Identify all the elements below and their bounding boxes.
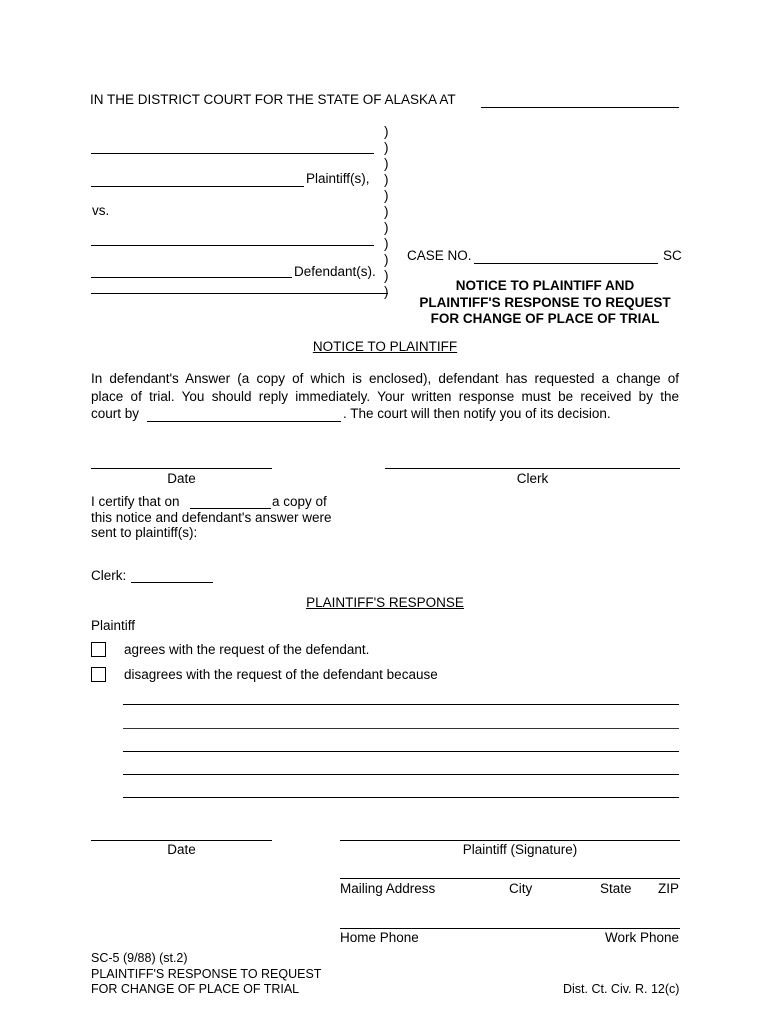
form-footer	[91, 951, 321, 998]
notice-heading: NOTICE TO PLAINTIFF	[312, 339, 458, 354]
form-footer-title-2: FOR CHANGE OF PLACE OF TRIAL	[91, 982, 300, 996]
phone-line[interactable]	[340, 928, 680, 929]
reason-line-1[interactable]	[123, 704, 679, 705]
reason-line-3[interactable]	[123, 751, 679, 752]
court-heading: IN THE DISTRICT COURT FOR THE STATE OF ALASKA AT	[90, 92, 456, 107]
notice-paragraph-line-3-start: court by	[91, 406, 140, 421]
form-title-line-2: PLAINTIFF'S RESPONSE TO REQUEST	[419, 294, 671, 310]
defendants-label: Defendant(s).	[294, 264, 376, 279]
notice-paragraph-line-1: In defendant's Answer (a copy of which is enclosed), defendant has requested a change of	[91, 371, 679, 386]
mailing-address-line[interactable]	[340, 878, 680, 879]
notice-date-label: Date	[167, 471, 196, 486]
clerk-sign-label: Clerk:	[91, 568, 127, 583]
reason-line-4[interactable]	[123, 774, 679, 775]
defendant-name-line-2[interactable]	[91, 277, 292, 278]
court-rule: Dist. Ct. Civ. R. 12(c)	[563, 982, 680, 996]
case-no-label: CASE NO.	[407, 248, 472, 263]
vs-label: vs.	[92, 203, 110, 218]
plaintiff-signature-label: Plaintiff (Signature)	[462, 842, 578, 857]
disagree-option-label: disagrees with the request of the defendant because	[124, 667, 438, 682]
plaintiff-label: Plaintiff	[91, 618, 136, 633]
reason-line-5[interactable]	[123, 797, 679, 798]
certify-line-3: sent to plaintiff(s):	[91, 525, 198, 540]
form-title-line-3: FOR CHANGE OF PLACE OF TRIAL	[430, 311, 660, 326]
response-date-line[interactable]	[91, 840, 272, 841]
plaintiff-name-line-2[interactable]	[91, 186, 304, 187]
mailing-address-label: Mailing Address	[340, 881, 436, 896]
zip-label: ZIP	[658, 881, 680, 896]
response-date-label: Date	[167, 842, 196, 857]
agree-checkbox[interactable]	[91, 642, 106, 657]
disagree-checkbox[interactable]	[91, 667, 106, 682]
plaintiff-signature-line[interactable]	[340, 840, 680, 841]
clerk-label: Clerk	[516, 471, 549, 486]
notice-paragraph-line-2: place of trial. You should reply immediately. Your written response must be received by the	[91, 389, 679, 404]
case-no-field[interactable]	[474, 263, 658, 264]
home-phone-label: Home Phone	[340, 930, 419, 945]
state-label: State	[600, 881, 632, 896]
plaintiff-name-line-1[interactable]	[91, 153, 374, 154]
court-location-field[interactable]	[481, 107, 679, 108]
response-heading: PLAINTIFF'S RESPONSE	[306, 595, 464, 610]
certify-line-1-end: a copy of	[272, 494, 327, 509]
clerk-signature-line[interactable]	[385, 468, 680, 469]
notice-paragraph-line-3-end: . The court will then notify you of its decision.	[343, 406, 611, 421]
case-suffix: SC	[663, 248, 682, 263]
form-title-line-1: NOTICE TO PLAINTIFF AND	[455, 278, 635, 293]
notice-date-line[interactable]	[91, 468, 272, 469]
certify-line-2: this notice and defendant's answer were	[91, 510, 332, 525]
city-label: City	[509, 881, 533, 896]
clerk-initials-field[interactable]	[131, 582, 213, 583]
response-due-date-field[interactable]	[147, 421, 341, 422]
reason-line-2[interactable]	[123, 728, 679, 729]
defendant-name-line-1[interactable]	[91, 245, 374, 246]
work-phone-label: Work Phone	[605, 930, 680, 945]
certify-line-1-start: I certify that on	[91, 494, 180, 509]
form-id: SC-5 (9/88) (st.2)	[91, 951, 188, 965]
certify-date-field[interactable]	[190, 508, 271, 509]
plaintiffs-label: Plaintiff(s),	[306, 171, 370, 186]
form-footer-title-1: PLAINTIFF'S RESPONSE TO REQUEST	[91, 966, 322, 981]
caption-bottom-rule	[91, 293, 388, 294]
form-title	[400, 278, 690, 328]
agree-option-label: agrees with the request of the defendant.	[124, 642, 370, 657]
